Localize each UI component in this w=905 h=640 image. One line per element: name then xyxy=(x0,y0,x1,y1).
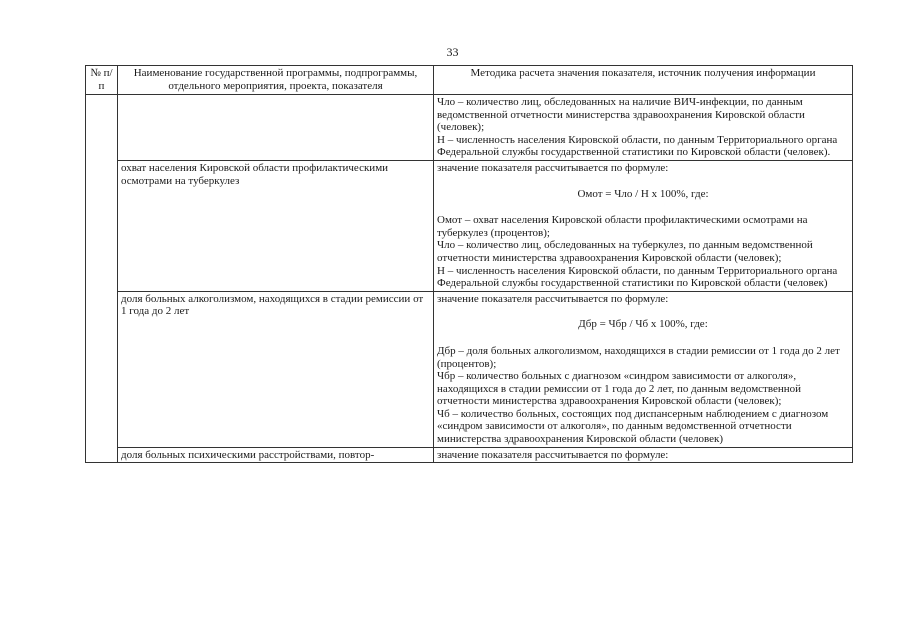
indicator-name: охват населения Кировской области профилактическими осмотрами на туберкулез xyxy=(118,160,434,291)
method-line: Чло – количество лиц, обследованных на туберкулез, по данным ведомственной отчетности министерства здравоохранения Кировской области (человек); xyxy=(437,239,813,264)
table-header-row xyxy=(86,66,853,95)
formula: Дбр = Чбр / Чб х 100%, где: xyxy=(578,318,708,331)
method-line: Чбр – количество больных с диагнозом «синдром зависимости от алкоголя», находящихся в стадии ремиссии от 1 года до 2 лет, по данным ведомственной отчетности министерства здравоохранения Кировской области (человек); xyxy=(437,370,802,408)
row-number-cell xyxy=(86,95,118,463)
header-method: Методика расчета значения показателя, источник получения информации xyxy=(434,66,853,95)
indicators-table xyxy=(85,65,853,463)
table-row xyxy=(86,291,853,447)
method-line: Чб – количество больных, состоящих под диспансерным наблюдением с диагнозом «синдром зависимости от алкоголя», по данным ведомственной отчетности министерства здравоохранения Кировской области (человек) xyxy=(437,407,829,446)
method-line: Чло – количество лиц, обследованных на наличие ВИЧ-инфекции, по данным ведомственной отчетности министерства здравоохранения Кировской области (человек); xyxy=(437,96,805,134)
table-row xyxy=(86,95,853,161)
formula-intro: значение показателя рассчитывается по формуле: xyxy=(437,161,669,174)
method-cell xyxy=(434,447,853,463)
method-line: Н – численность населения Кировской области, по данным Территориального органа Федеральной службы государственной статистики по Кировской области (человек) xyxy=(437,264,838,290)
page-number: 33 xyxy=(446,45,459,59)
method-cell xyxy=(434,95,853,161)
formula-intro: значение показателя рассчитывается по формуле: xyxy=(437,292,669,305)
indicator-name xyxy=(118,95,434,161)
method-line: Омот – охват населения Кировской области профилактическими осмотрами на туберкулез (процентов); xyxy=(437,214,808,239)
indicator-name-text: доля больных психическими расстройствами, повтор- xyxy=(121,448,375,461)
method-cell xyxy=(434,291,853,447)
indicator-name: доля больных алкоголизмом, находящихся в стадии ремиссии от 1 года до 2 лет xyxy=(118,291,434,447)
method-line: Дбр – доля больных алкоголизмом, находящихся в стадии ремиссии от 1 года до 2 лет (процентов); xyxy=(437,344,840,370)
header-name: Наименование государственной программы, подпрограммы, отдельного мероприятия, проекта, показателя xyxy=(118,66,434,95)
method-line: Н – численность населения Кировской области, по данным Территориального органа Федеральной службы государственной статистики по Кировской области (человек). xyxy=(437,133,838,159)
formula: Омот = Чло / Н х 100%, где: xyxy=(577,187,709,200)
header-number: № п/п xyxy=(86,66,118,95)
formula-intro: значение показателя рассчитывается по формуле: xyxy=(437,448,669,461)
indicator-name xyxy=(118,447,434,463)
table-row xyxy=(86,160,853,291)
method-cell xyxy=(434,160,853,291)
table-row xyxy=(86,447,853,463)
